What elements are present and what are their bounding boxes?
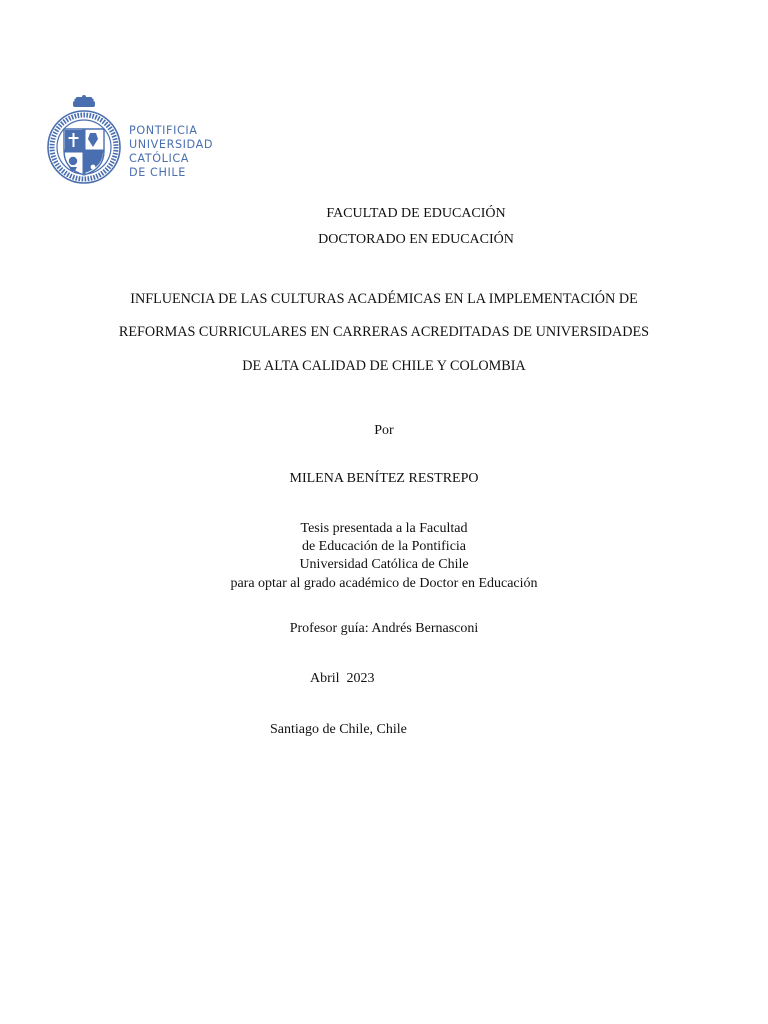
wordmark-line: DE CHILE xyxy=(129,166,186,179)
thesis-title-line: DE ALTA CALIDAD DE CHILE Y COLOMBIA xyxy=(242,358,526,374)
program-heading: DOCTORADO EN EDUCACIÓN xyxy=(318,232,514,247)
advisor-line: Profesor guía: Andrés Bernasconi xyxy=(289,621,479,636)
by-label: Por xyxy=(374,423,394,438)
thesis-title-line: INFLUENCIA DE LAS CULTURAS ACADÉMICAS EN LA IMPLEMENTACIÓN DE xyxy=(130,291,638,307)
thesis-date: Abril 2023 xyxy=(310,671,375,686)
thesis-statement-line: para optar al grado académico de Doctor en Educación xyxy=(230,576,538,591)
university-logo xyxy=(46,95,226,190)
author-name: MILENA BENÍTEZ RESTREPO xyxy=(289,471,479,486)
university-wordmark xyxy=(129,124,213,180)
university-seal-icon xyxy=(46,95,122,187)
wordmark-line: UNIVERSIDAD xyxy=(129,138,214,151)
faculty-heading: FACULTAD DE EDUCACIÓN xyxy=(326,206,506,221)
thesis-statement-line: Tesis presentada a la Facultad xyxy=(300,521,468,536)
thesis-statement-line: Universidad Católica de Chile xyxy=(299,557,469,572)
wordmark-line: PONTIFICIA xyxy=(129,124,198,137)
wordmark-line: CATÓLICA xyxy=(129,152,190,165)
thesis-statement-line: de Educación de la Pontificia xyxy=(301,539,467,554)
thesis-place: Santiago de Chile, Chile xyxy=(270,722,407,737)
thesis-title-line: REFORMAS CURRICULARES EN CARRERAS ACREDITADAS DE UNIVERSIDADES xyxy=(118,324,650,340)
